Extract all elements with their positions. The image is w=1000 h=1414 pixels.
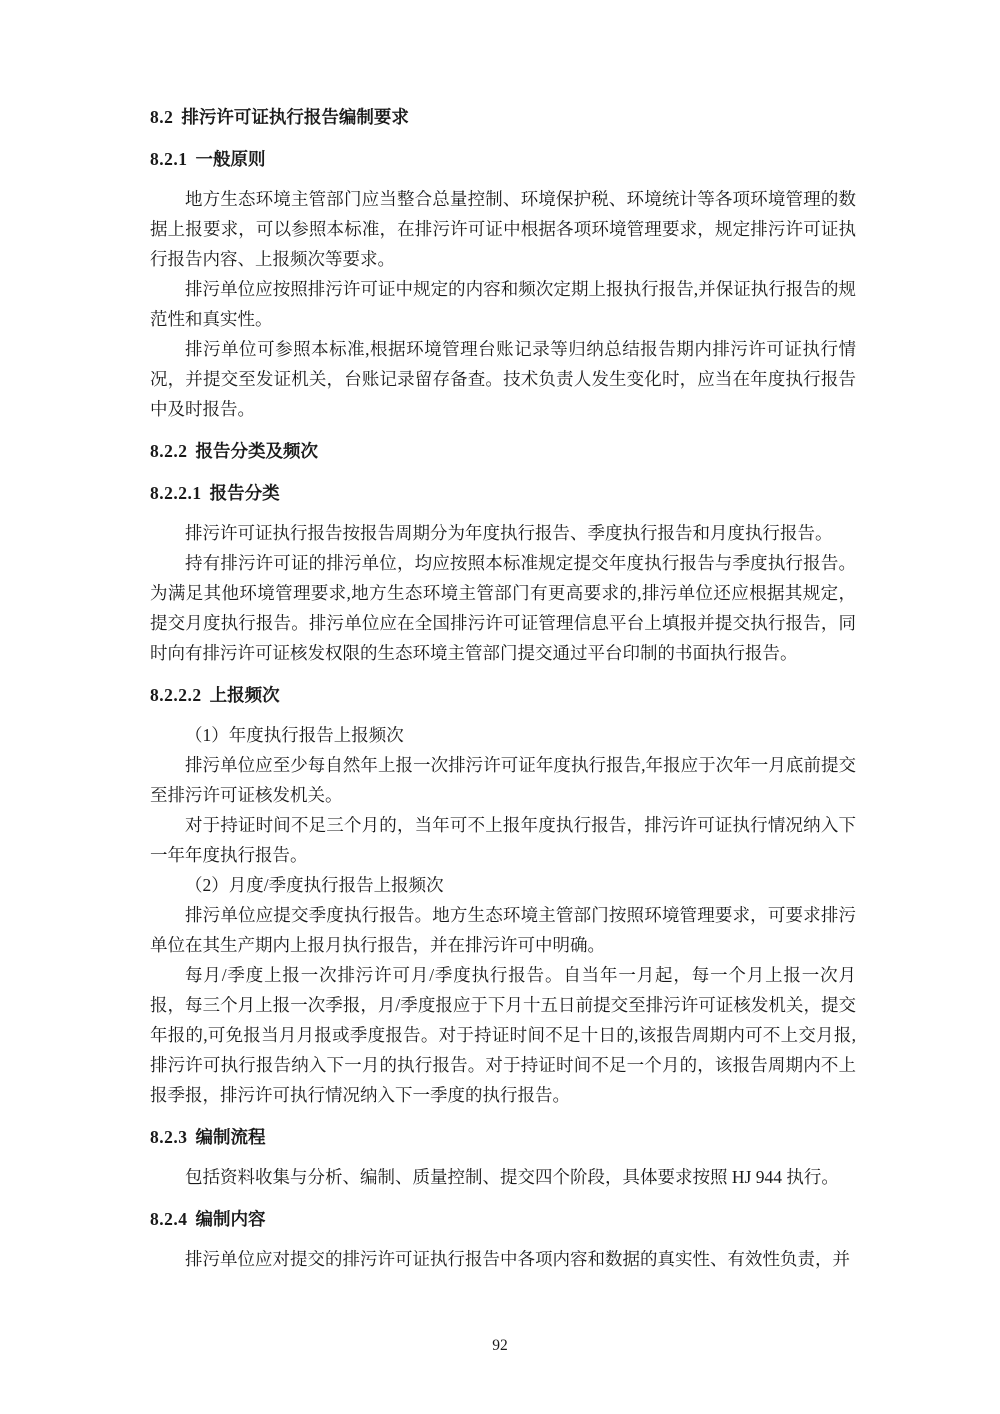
heading-title: 编制内容 (195, 1209, 266, 1229)
paragraph: 每月/季度上报一次排污许可月/季度执行报告。自当年一月起，每一个月上报一次月报，每三个月上报一次季报，月/季度报应于下月十五日前提交至排污许可证核发机关，提交年报的,可免报当月月报或季度报告。对于持证时间不足十日的,该报告周期内可不上交月报,排污许可执行报告纳入下一月的执行报告。对于持证时间不足一个月的，该报告周期内不上报季报，排污许可执行情况纳入下一季度的执行报告。 (150, 965, 856, 1105)
heading-number: 8.2.2.2 (150, 685, 202, 705)
paragraph: 排污单位应提交季度执行报告。地方生态环境主管部门按照环境管理要求，可要求排污单位在其生产期内上报月执行报告，并在排污许可中明确。 (150, 905, 856, 955)
heading-number: 8.2.2 (150, 441, 188, 461)
heading-number: 8.2.2.1 (150, 483, 202, 503)
paragraph: 地方生态环境主管部门应当整合总量控制、环境保护税、环境统计等各项环境管理的数据上报要求，可以参照本标准，在排污许可证中根据各项环境管理要求，规定排污许可证执行报告内容、上报频次等要求。 (150, 189, 856, 269)
heading-number: 8.2 (150, 107, 174, 127)
heading-title: 上报频次 (209, 685, 280, 705)
heading-title: 报告分类及频次 (195, 441, 318, 461)
paragraph: 包括资料收集与分析、编制、质量控制、提交四个阶段，具体要求按照 HJ 944 执行。 (185, 1167, 839, 1187)
list-item-2-heading: （2）月度/季度执行报告上报频次 (185, 875, 444, 895)
heading-title: 报告分类 (209, 483, 280, 503)
content-area (150, 102, 856, 1274)
paragraph: 对于持证时间不足三个月的，当年可不上报年度执行报告，排污许可证执行情况纳入下一年年度执行报告。 (150, 815, 856, 865)
heading-title: 排污许可证执行报告编制要求 (181, 107, 409, 127)
paragraph: 排污单位应对提交的排污许可证执行报告中各项内容和数据的真实性、有效性负责，并 (185, 1249, 850, 1269)
heading-number: 8.2.1 (150, 149, 188, 169)
paragraph: 排污单位应至少每自然年上报一次排污许可证年度执行报告,年报应于次年一月底前提交至排污许可证核发机关。 (150, 755, 856, 805)
section-heading-8-2-3 (150, 1122, 856, 1152)
paragraph: 排污单位可参照本标准,根据环境管理台账记录等归纳总结报告期内排污许可证执行情况，并提交至发证机关，台账记录留存备查。技术负责人发生变化时，应当在年度执行报告中及时报告。 (150, 339, 856, 419)
list-item-1-heading: （1）年度执行报告上报频次 (185, 725, 404, 745)
section-heading-8-2-2-2 (150, 680, 856, 710)
section-heading-8-2-1 (150, 144, 856, 174)
section-heading-8-2-2 (150, 436, 856, 466)
section-heading-8-2-4 (150, 1204, 856, 1234)
paragraph: 持有排污许可证的排污单位，均应按照本标准规定提交年度执行报告与季度执行报告。为满足其他环境管理要求,地方生态环境主管部门有更高要求的,排污单位还应根据其规定，提交月度执行报告。排污单位应在全国排污许可证管理信息平台上填报并提交执行报告，同时向有排污许可证核发权限的生态环境主管部门提交通过平台印制的书面执行报告。 (150, 553, 856, 663)
paragraph: 排污单位应按照排污许可证中规定的内容和频次定期上报执行报告,并保证执行报告的规范性和真实性。 (150, 279, 856, 329)
section-heading-8-2 (150, 102, 856, 132)
heading-title: 编制流程 (195, 1127, 266, 1147)
heading-number: 8.2.3 (150, 1127, 188, 1147)
heading-title: 一般原则 (195, 149, 266, 169)
page-number: 92 (492, 1337, 508, 1354)
section-heading-8-2-2-1 (150, 478, 856, 508)
paragraph: 排污许可证执行报告按报告周期分为年度执行报告、季度执行报告和月度执行报告。 (185, 523, 833, 543)
heading-number: 8.2.4 (150, 1209, 188, 1229)
